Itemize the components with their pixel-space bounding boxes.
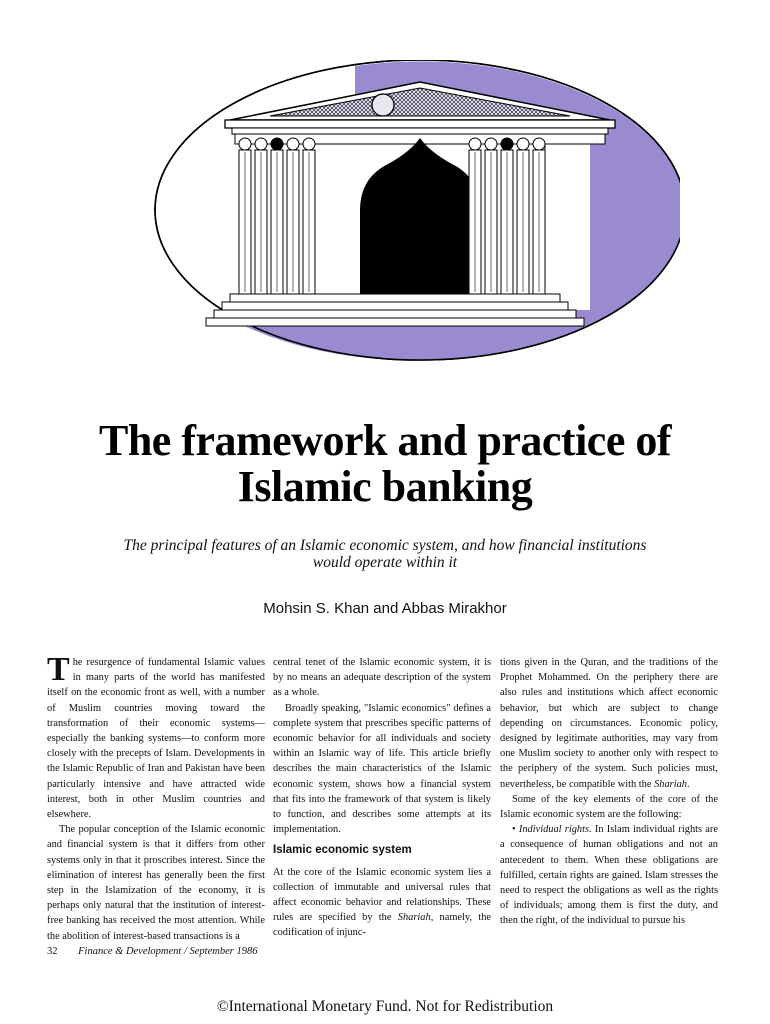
paragraph — [500, 655, 718, 792]
paragraph: central tenet of the Islamic economic system, it is by no means an adequate description of the system as a whole. — [273, 657, 491, 699]
paragraph — [47, 651, 265, 822]
paragraph-text: . — [687, 778, 690, 790]
copyright-notice: ©International Monetary Fund. Not for Redistribution — [216, 998, 554, 1015]
title-line-1: The framework and practice of — [98, 416, 672, 465]
article-authors: Mohsin S. Khan and Abbas Mirakhor — [263, 600, 507, 617]
article-subtitle — [60, 537, 710, 571]
section-heading: Islamic economic system — [273, 844, 412, 857]
text-column-2 — [273, 655, 491, 941]
bullet-lead: Individual rights — [518, 824, 590, 836]
drop-cap: T — [47, 651, 70, 688]
temple-building-icon — [120, 60, 680, 400]
subtitle-line-1: The principal features of an Islamic economic system, and how financial institutions — [123, 537, 647, 554]
page-number: 32 — [47, 946, 58, 957]
paragraph: Some of the key elements of the core of the Islamic economic system are the following: — [500, 793, 718, 821]
paragraph: The popular conception of the Islamic economic and financial system is that it differs from other systems only in that it proscribes interest. Since the elimination of interest has generally been the first step in the Islamization of the economy, it is perhaps only natural that the institution of interest-free banking has received the most attention. While the abolition of interest-based transactions is a — [47, 824, 265, 942]
subtitle-line-2: would operate within it — [312, 554, 458, 571]
paragraph — [273, 865, 491, 941]
title-line-2: Islamic banking — [237, 462, 533, 511]
text-column-1 — [47, 651, 265, 944]
shariah-term: Shariah — [654, 778, 688, 790]
bullet: • — [512, 824, 519, 836]
page-footer — [47, 946, 257, 957]
text-column-3 — [500, 655, 718, 929]
article-title — [20, 418, 750, 510]
paragraph-text: , namely, the codification of injunc- — [273, 912, 491, 939]
paragraph-text: At the core of the Islamic economic system lies a collection of immutable and universal rules that affect economic behavior and relationships. These rules are specified by the — [273, 866, 491, 924]
paragraph-text: he resurgence of fundamental Islamic values in many parts of the world has manifested itself on the economic front as well, with a number of Muslim countries moving toward the transformation of their economic systems—especially the banking systems—to conform more closely with the precepts of Islam. Developments in the Islamic Republic of Iran and Pakistan have been particularly intensive and have attracted wide interest, both in other Muslim countries and elsewhere. — [47, 657, 265, 821]
paragraph: Broadly speaking, "Islamic economics" defines a complete system that prescribes specific patterns of economic behavior for all individuals and society within an Islamic way of life. This article briefly describes the main characteristics of the Islamic economic system, shows how a financial system that fits into the framework of that system is likely to function, and describes some attempts at its implementation. — [273, 702, 491, 836]
paragraph — [500, 822, 718, 928]
paragraph-text: . In Islam individual rights are a consequence of human obligations and not an antecedent to them. When these obligations are fulfilled, certain rights are gained. Islam stresses the need to respect the obligations as well as the rights of individuals; among them is first the duty, and then the right, of the individual to pursue his — [500, 824, 718, 927]
shariah-term: Shariah — [397, 912, 431, 924]
paragraph-text: tions given in the Quran, and the traditions of the Prophet Mohammed. On the periphery there are also rules and institutions which affect economic behavior, but which are subject to change depending on circumstances. Economic policy, designed by legitimate authorities, may vary from one Muslim society to another only with respect to the periphery of the system. Such policies must, nevertheless, be compatible with the — [500, 657, 718, 790]
publication-line: Finance & Development / September 1986 — [78, 946, 258, 957]
